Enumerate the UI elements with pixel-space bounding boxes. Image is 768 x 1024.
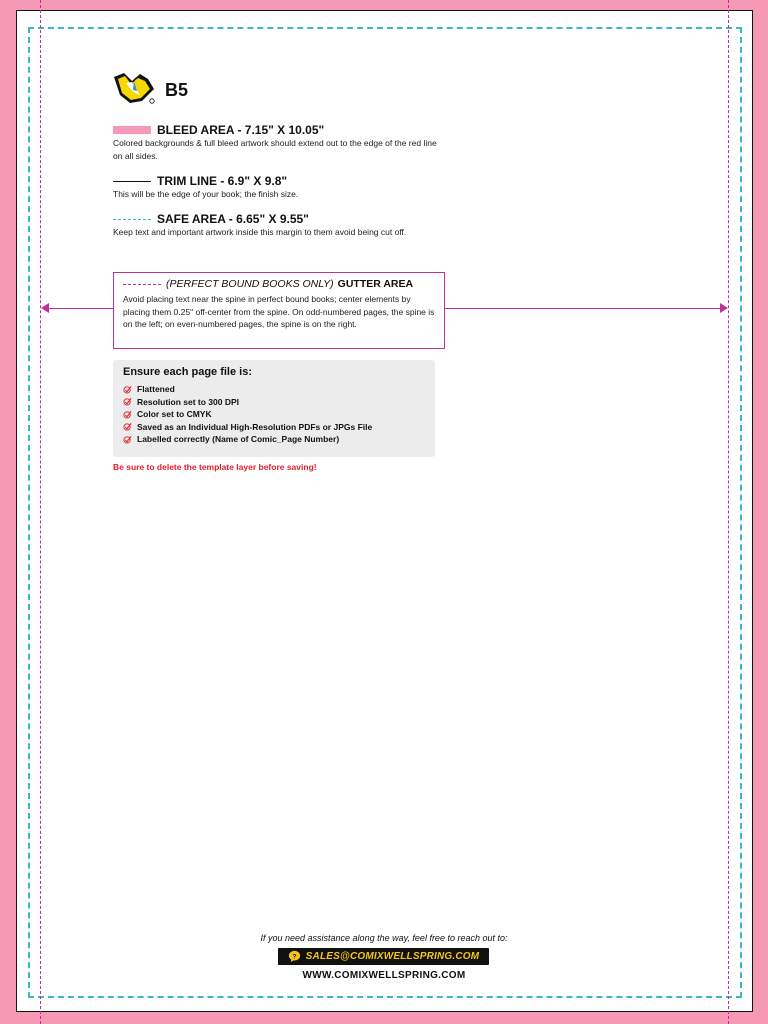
file-checklist (113, 360, 435, 457)
checklist-item (123, 408, 425, 421)
bleed-swatch (113, 126, 151, 134)
trim-description: This will be the edge of your book; the finish size. (113, 189, 299, 199)
trim-title: TRIM LINE - 6.9" X 9.8" (157, 174, 288, 188)
trim-swatch (113, 181, 151, 182)
website-link[interactable]: WWW.COMIXWELLSPRING.COM (302, 970, 466, 981)
gutter-title-italic: (PERFECT BOUND BOOKS ONLY) (166, 278, 334, 290)
template-layer-warning: Be sure to delete the template layer before saving! (113, 462, 317, 472)
gutter-arrow-right-icon (720, 303, 728, 313)
size-label: B5 (165, 80, 189, 100)
check-icon (123, 422, 132, 431)
gutter-line-left (40, 0, 41, 1024)
gutter-swatch (123, 284, 161, 285)
email-link[interactable] (278, 948, 489, 965)
gutter-title (123, 278, 435, 290)
checklist-item-label: Labelled correctly (Name of Comic_Page Number) (137, 434, 340, 444)
gutter-description: Avoid placing text near the spine in perfect bound books; center elements by placing them 0.25" off-center from the spine. On odd-numbered pages, the spine is on the left; on even-numbered pages, the spine is on the right. (123, 294, 435, 329)
checklist-item-label: Resolution set to 300 DPI (137, 396, 240, 407)
check-icon (123, 410, 132, 419)
bleed-description: Colored backgrounds & full bleed artwork should extend out to the edge of the red line on all sides. (113, 138, 437, 161)
safe-area-border (28, 27, 742, 998)
email-address[interactable]: SALES@COMIXWELLSPRING.COM (305, 951, 480, 962)
checklist-item-label: Flattened (137, 384, 175, 394)
bleed-title: BLEED AREA - 7.15" X 10.05" (157, 123, 325, 137)
checklist-title: Ensure each page file is: (123, 366, 252, 378)
safe-description: Keep text and important artwork inside this margin to them avoid being cut off. (113, 227, 407, 237)
safe-swatch (113, 219, 151, 220)
gutter-title-bold: GUTTER AREA (337, 278, 414, 290)
gutter-arrow-line-left (48, 308, 113, 309)
gutter-line-right (728, 0, 729, 1024)
gutter-info-box (113, 272, 445, 349)
help-text: If you need assistance along the way, feel free to reach out to: (260, 933, 508, 943)
comix-wellspring-logo (112, 71, 158, 105)
trim-legend (113, 174, 287, 188)
svg-text:?: ? (292, 953, 297, 961)
checklist-item (123, 421, 425, 434)
safe-legend (113, 212, 309, 226)
gutter-arrow-line-right (445, 308, 720, 309)
check-icon (123, 385, 132, 394)
safe-title: SAFE AREA - 6.65" X 9.55" (157, 212, 309, 226)
checklist-item-label: Saved as an Individual High-Resolution PDFs or JPGs File (137, 421, 373, 432)
checklist-item-label: Color set to CMYK (137, 409, 212, 419)
checklist-item (123, 433, 425, 446)
checklist-item (123, 396, 425, 409)
question-bubble-icon (288, 950, 301, 963)
checklist-item (123, 383, 425, 396)
check-icon (123, 435, 132, 444)
check-icon (123, 397, 132, 406)
bleed-legend (113, 123, 324, 137)
